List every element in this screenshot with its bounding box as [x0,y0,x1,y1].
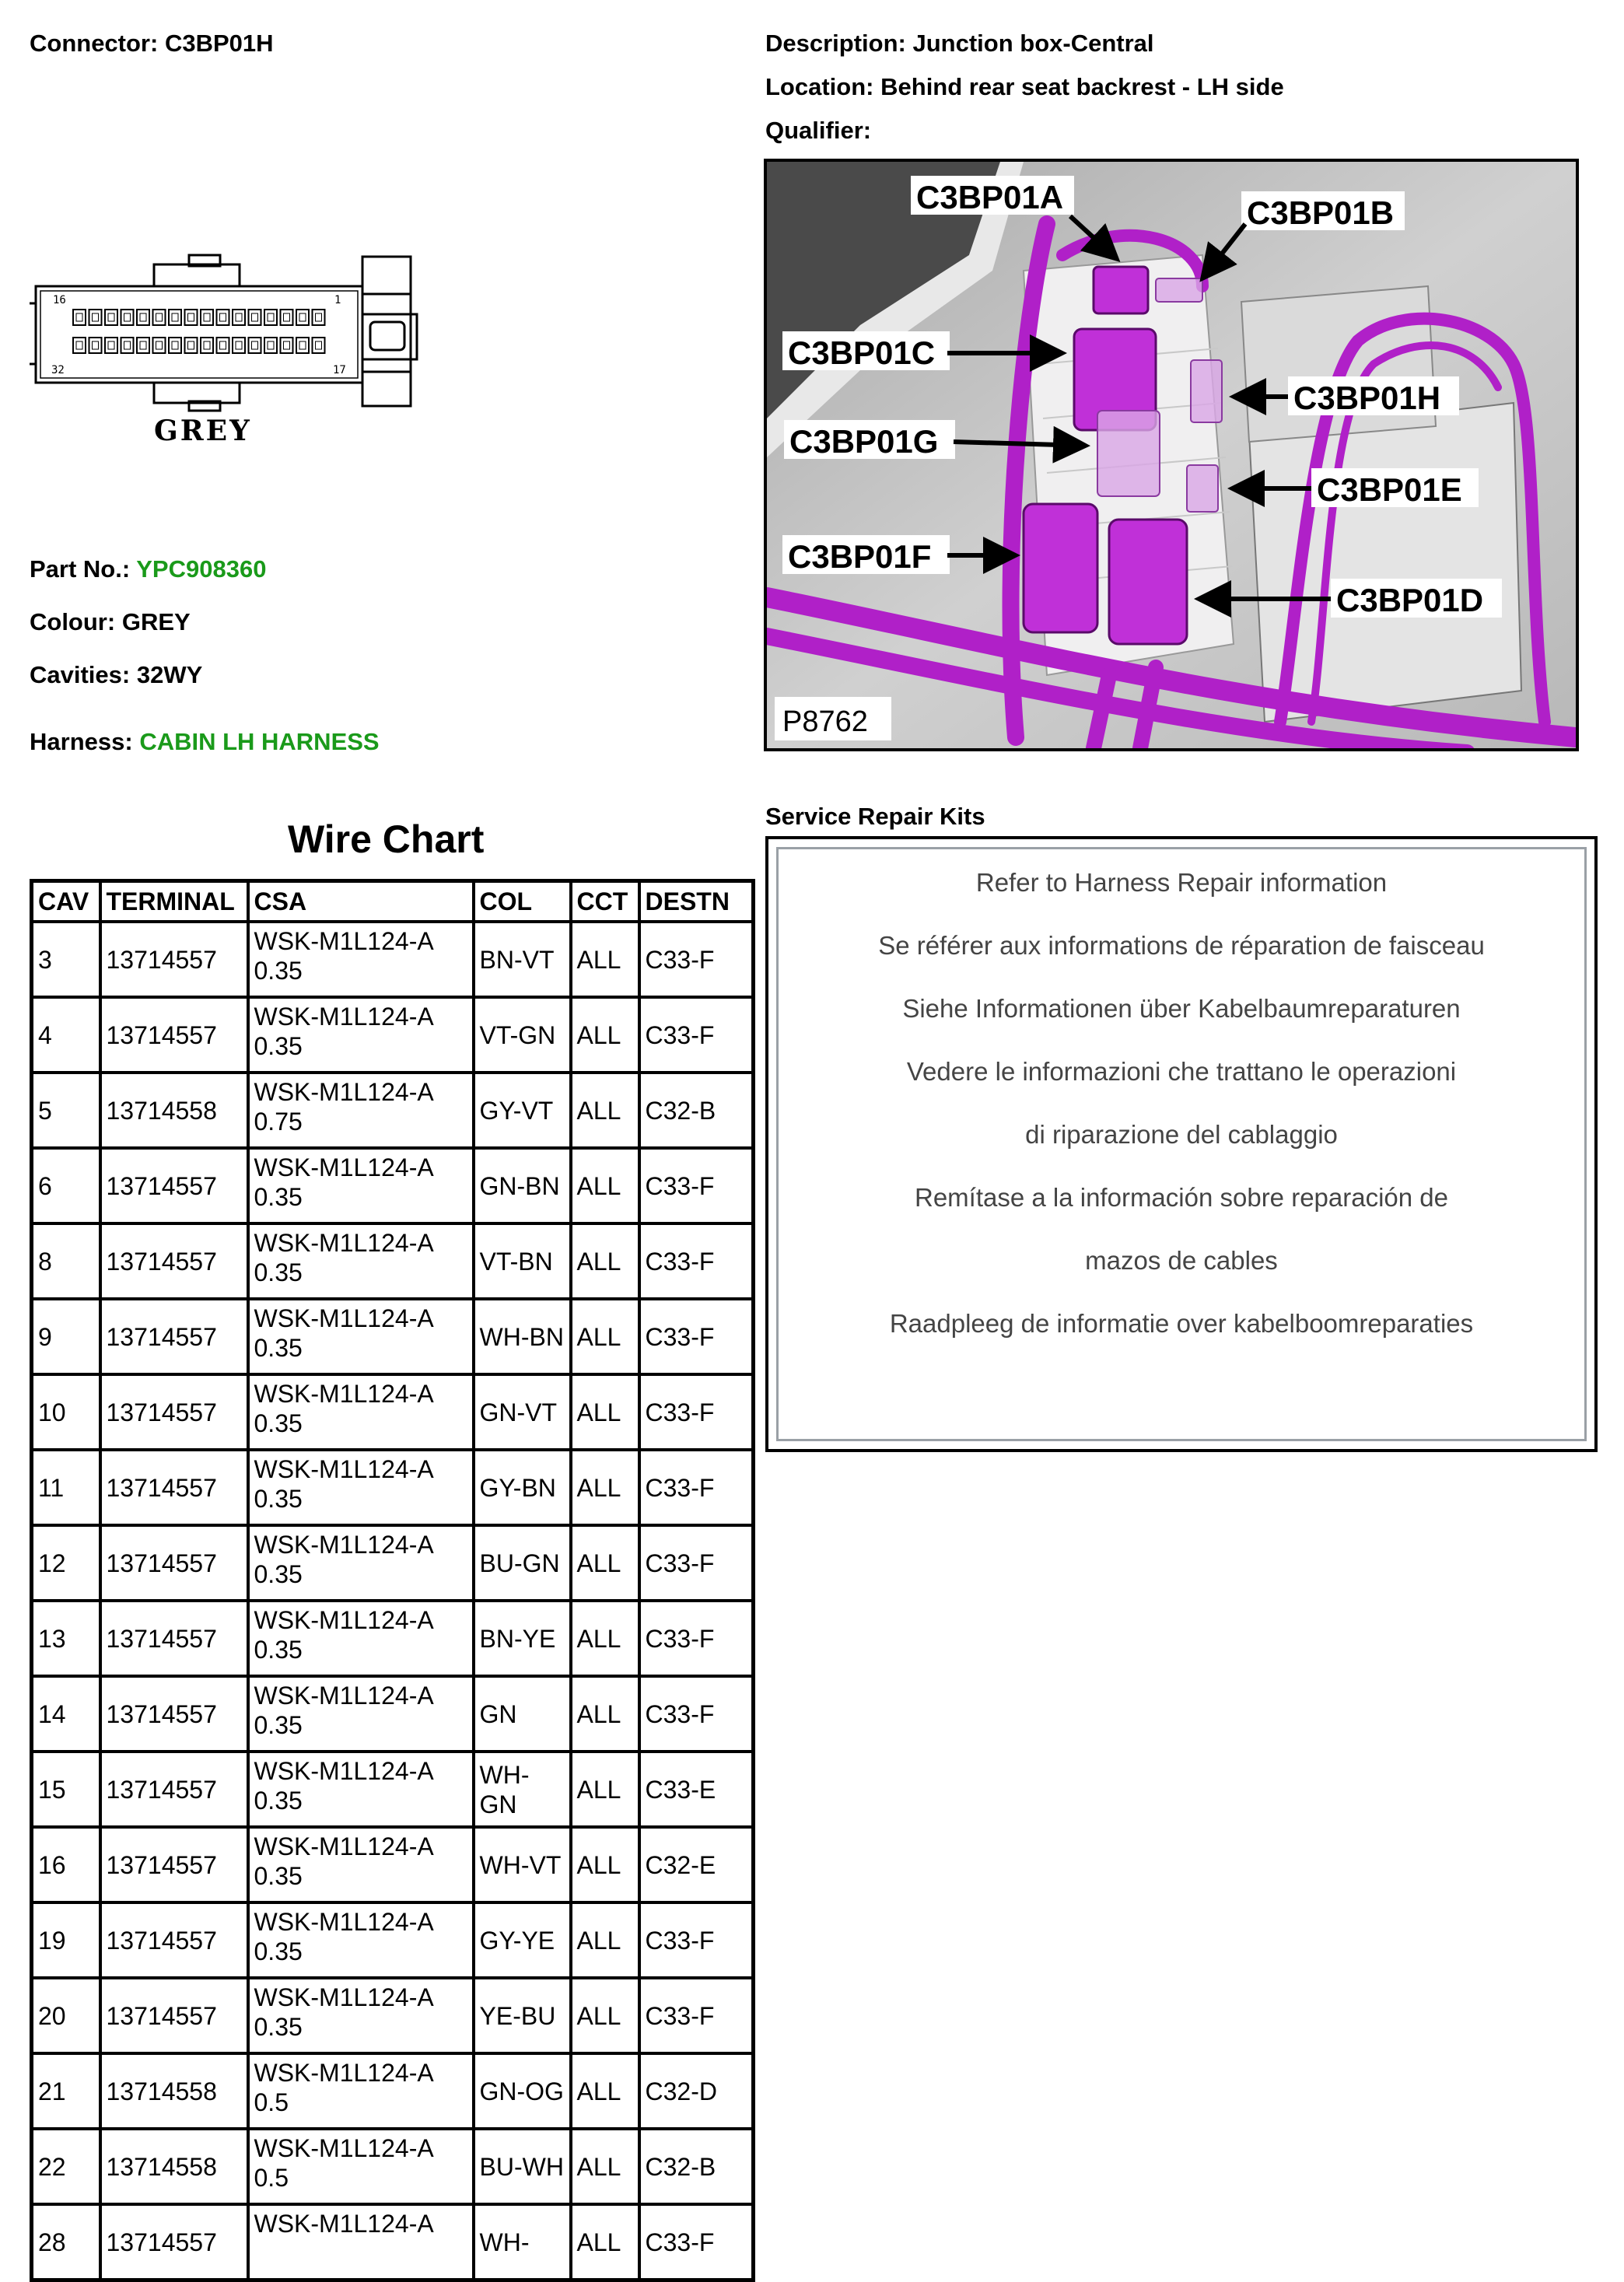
cell-terminal: 13714557 [100,1827,248,1902]
cell-destn: C33-F [639,1676,754,1752]
cell-destn: C33-F [639,1223,754,1299]
cell-cav: 20 [32,1978,100,2053]
cell-col: GN [474,1676,571,1752]
cell-cav: 14 [32,1676,100,1752]
cell-terminal: 13714557 [100,1374,248,1450]
cell-destn: C32-B [639,1073,754,1148]
cell-terminal: 13714557 [100,1902,248,1978]
table-row [32,1148,754,1223]
table-row [32,1073,754,1148]
cell-cav: 11 [32,1450,100,1525]
description-value: Junction box-Central [912,30,1154,57]
table-row [32,1525,754,1601]
table-row [32,1978,754,2053]
table-row [32,1374,754,1450]
cell-terminal: 13714557 [100,1299,248,1374]
service-repair-line: Raadpleeg de informatie over kabelboomreparaties [889,1309,1474,1338]
wire-chart-header-row [32,881,754,922]
col-header-cav: CAV [32,881,100,922]
cell-terminal: 13714558 [100,2129,248,2204]
cavities-label: Cavities: [30,661,131,688]
wire-chart-table [30,879,755,2282]
service-repair-inner [776,847,1587,1441]
connector-heading [30,30,274,58]
colour-line [30,608,191,636]
harness-value[interactable]: CABIN LH HARNESS [139,728,380,755]
cell-col: WH- [474,2204,571,2280]
cell-csa: WSK-M1L124-A 0.35 [248,1223,474,1299]
cell-csa: WSK-M1L124-A 0.5 [248,2129,474,2204]
cell-terminal: 13714557 [100,1223,248,1299]
connector-colour-text: GREY [154,415,252,447]
cell-csa: WSK-M1L124-A 0.35 [248,1299,474,1374]
cell-destn: C33-F [639,1450,754,1525]
cell-cct: ALL [571,1601,639,1676]
cell-col: YE-BU [474,1978,571,2053]
cell-col: WH-VT [474,1827,571,1902]
pin-label-1: 1 [334,294,341,306]
cell-col: WH-BN [474,1299,571,1374]
cell-col: GN-OG [474,2053,571,2129]
cell-cav: 21 [32,2053,100,2129]
cell-cav: 3 [32,922,100,997]
cell-terminal: 13714557 [100,997,248,1073]
connector-diagram [30,247,426,450]
location-line [765,73,1284,101]
cell-destn: C33-E [639,1752,754,1827]
cell-cct: ALL [571,1827,639,1902]
cell-destn: C33-F [639,1299,754,1374]
cell-csa: WSK-M1L124-A 0.35 [248,1601,474,1676]
cell-cct: ALL [571,1525,639,1601]
table-row [32,2053,754,2129]
cell-terminal: 13714557 [100,1978,248,2053]
svg-text:C3BP01C: C3BP01C [788,334,936,371]
connector-c3bp01f-icon [1024,504,1097,632]
cell-destn: C33-F [639,1902,754,1978]
table-row [32,1676,754,1752]
cell-cct: ALL [571,1978,639,2053]
cell-destn: C33-F [639,922,754,997]
cell-cct: ALL [571,1374,639,1450]
cell-col: BN-YE [474,1601,571,1676]
cell-csa: WSK-M1L124-A 0.35 [248,1752,474,1827]
service-repair-line: Refer to Harness Repair information [975,868,1388,897]
svg-text:C3BP01F: C3BP01F [788,538,932,575]
location-photo [764,159,1579,751]
svg-text:C3BP01A: C3BP01A [916,179,1064,215]
cell-destn: C33-F [639,1374,754,1450]
svg-text:C3BP01D: C3BP01D [1336,582,1484,618]
cell-terminal: 13714557 [100,1525,248,1601]
table-row [32,1223,754,1299]
cell-cct: ALL [571,1223,639,1299]
cell-col: BN-VT [474,922,571,997]
table-row [32,1450,754,1525]
connector-c3bp01a-icon [1094,267,1148,313]
cell-cav: 15 [32,1752,100,1827]
pin-label-32: 32 [51,364,65,376]
cell-destn: C32-D [639,2053,754,2129]
cell-terminal: 13714558 [100,1073,248,1148]
cell-csa: WSK-M1L124-A 0.35 [248,1902,474,1978]
colour-value: GREY [121,608,191,635]
col-header-col: COL [474,881,571,922]
pin-label-16: 16 [53,294,66,306]
table-row [32,2204,754,2280]
part-no-line [30,555,266,583]
service-repair-line: Siehe Informationen über Kabelbaumreparaturen [902,994,1461,1023]
description-line [765,30,1154,58]
cell-terminal: 13714557 [100,1676,248,1752]
description-label: Description: [765,30,906,57]
cell-csa: WSK-M1L124-A 0.75 [248,1073,474,1148]
connector-label: Connector: [30,30,159,57]
connector-c3bp01g-icon [1097,411,1160,496]
qualifier-line [765,117,871,145]
cell-destn: C33-F [639,1525,754,1601]
service-repair-line: mazos de cables [1085,1246,1278,1275]
table-row [32,922,754,997]
cell-cct: ALL [571,1073,639,1148]
col-header-cct: CCT [571,881,639,922]
cell-destn: C33-F [639,1978,754,2053]
cell-cav: 19 [32,1902,100,1978]
cell-terminal: 13714557 [100,1450,248,1525]
cell-cav: 28 [32,2204,100,2280]
cell-cct: ALL [571,1450,639,1525]
col-header-terminal: TERMINAL [100,881,248,922]
cell-csa: WSK-M1L124-A 0.35 [248,1676,474,1752]
service-repair-box [765,836,1598,1452]
cell-col: GY-BN [474,1450,571,1525]
cell-cav: 5 [32,1073,100,1148]
wire-chart-title: Wire Chart [288,817,485,861]
cell-col: VT-BN [474,1223,571,1299]
cell-cav: 4 [32,997,100,1073]
cell-cav: 6 [32,1148,100,1223]
connector-face-icon [30,247,426,450]
cell-cct: ALL [571,2053,639,2129]
part-no-value[interactable]: YPC908360 [136,555,267,583]
cell-destn: C33-F [639,1148,754,1223]
cell-terminal: 13714557 [100,1148,248,1223]
service-repair-line: Remítase a la información sobre reparación de [914,1183,1449,1212]
cell-cav: 16 [32,1827,100,1902]
colour-label: Colour: [30,608,116,635]
cell-cct: ALL [571,1299,639,1374]
table-row [32,1601,754,1676]
cell-cav: 8 [32,1223,100,1299]
cell-col: WH-GN [474,1752,571,1827]
cell-destn: C32-B [639,2129,754,2204]
cell-csa: WSK-M1L124-A 0.35 [248,922,474,997]
cavities-line [30,661,202,689]
cell-csa: WSK-M1L124-A 0.5 [248,2053,474,2129]
cell-col: GN-VT [474,1374,571,1450]
harness-label: Harness: [30,728,133,755]
cell-cct: ALL [571,922,639,997]
cell-cav: 13 [32,1601,100,1676]
table-row [32,2129,754,2204]
cell-csa: WSK-M1L124-A 0.35 [248,997,474,1073]
cell-terminal: 13714557 [100,1752,248,1827]
connector-c3bp01e-icon [1187,465,1218,512]
service-repair-line: di riparazione del cablaggio [1025,1120,1338,1149]
svg-text:C3BP01E: C3BP01E [1317,471,1462,508]
cell-col: BU-GN [474,1525,571,1601]
col-header-csa: CSA [248,881,474,922]
cell-csa: WSK-M1L124-A 0.35 [248,1978,474,2053]
cell-terminal: 13714557 [100,922,248,997]
connector-c3bp01h-icon [1191,360,1222,422]
cell-csa: WSK-M1L124-A 0.35 [248,1450,474,1525]
cell-col: BU-WH [474,2129,571,2204]
pin-label-17: 17 [333,364,346,376]
junction-box-photo-icon [767,162,1576,748]
cell-destn: C33-F [639,1601,754,1676]
cell-cct: ALL [571,2129,639,2204]
cell-cct: ALL [571,1752,639,1827]
col-header-destn: DESTN [639,881,754,922]
connector-c3bp01d-icon [1109,520,1187,644]
cell-cct: ALL [571,2204,639,2280]
cell-col: VT-GN [474,997,571,1073]
cell-cct: ALL [571,1148,639,1223]
cell-csa: WSK-M1L124-A 0.35 [248,1827,474,1902]
svg-text:C3BP01G: C3BP01G [789,423,939,460]
part-no-label: Part No.: [30,555,131,583]
service-repair-title: Service Repair Kits [765,803,985,830]
service-repair-line: Se référer aux informations de réparation de faisceau [878,931,1485,960]
cell-cav: 12 [32,1525,100,1601]
cell-destn: C32-E [639,1827,754,1902]
cell-destn: C33-F [639,2204,754,2280]
cell-destn: C33-F [639,997,754,1073]
location-label: Location: [765,73,874,100]
service-repair-line: Vedere le informazioni che trattano le operazioni [906,1057,1457,1086]
cell-csa: WSK-M1L124-A [248,2204,474,2280]
table-row [32,1902,754,1978]
cell-csa: WSK-M1L124-A 0.35 [248,1148,474,1223]
cell-csa: WSK-M1L124-A 0.35 [248,1525,474,1601]
svg-text:C3BP01B: C3BP01B [1247,194,1395,231]
table-row [32,1752,754,1827]
cell-cct: ALL [571,997,639,1073]
svg-text:C3BP01H: C3BP01H [1293,380,1441,416]
photo-ref: P8762 [782,705,868,738]
cell-cav: 9 [32,1299,100,1374]
location-value: Behind rear seat backrest - LH side [880,73,1284,100]
qualifier-label: Qualifier: [765,117,872,144]
cell-col: GY-VT [474,1073,571,1148]
cell-col: GY-YE [474,1902,571,1978]
table-row [32,997,754,1073]
cell-cct: ALL [571,1676,639,1752]
cell-cct: ALL [571,1902,639,1978]
cell-cav: 10 [32,1374,100,1450]
table-row [32,1299,754,1374]
cell-terminal: 13714557 [100,2204,248,2280]
cell-terminal: 13714557 [100,1601,248,1676]
connector-c3bp01b-icon [1156,278,1202,302]
cavities-value: 32WY [136,661,203,688]
harness-line [30,728,380,756]
cell-terminal: 13714558 [100,2053,248,2129]
connector-value: C3BP01H [164,30,274,57]
cell-col: GN-BN [474,1148,571,1223]
table-row [32,1827,754,1902]
cell-csa: WSK-M1L124-A 0.35 [248,1374,474,1450]
cell-cav: 22 [32,2129,100,2204]
